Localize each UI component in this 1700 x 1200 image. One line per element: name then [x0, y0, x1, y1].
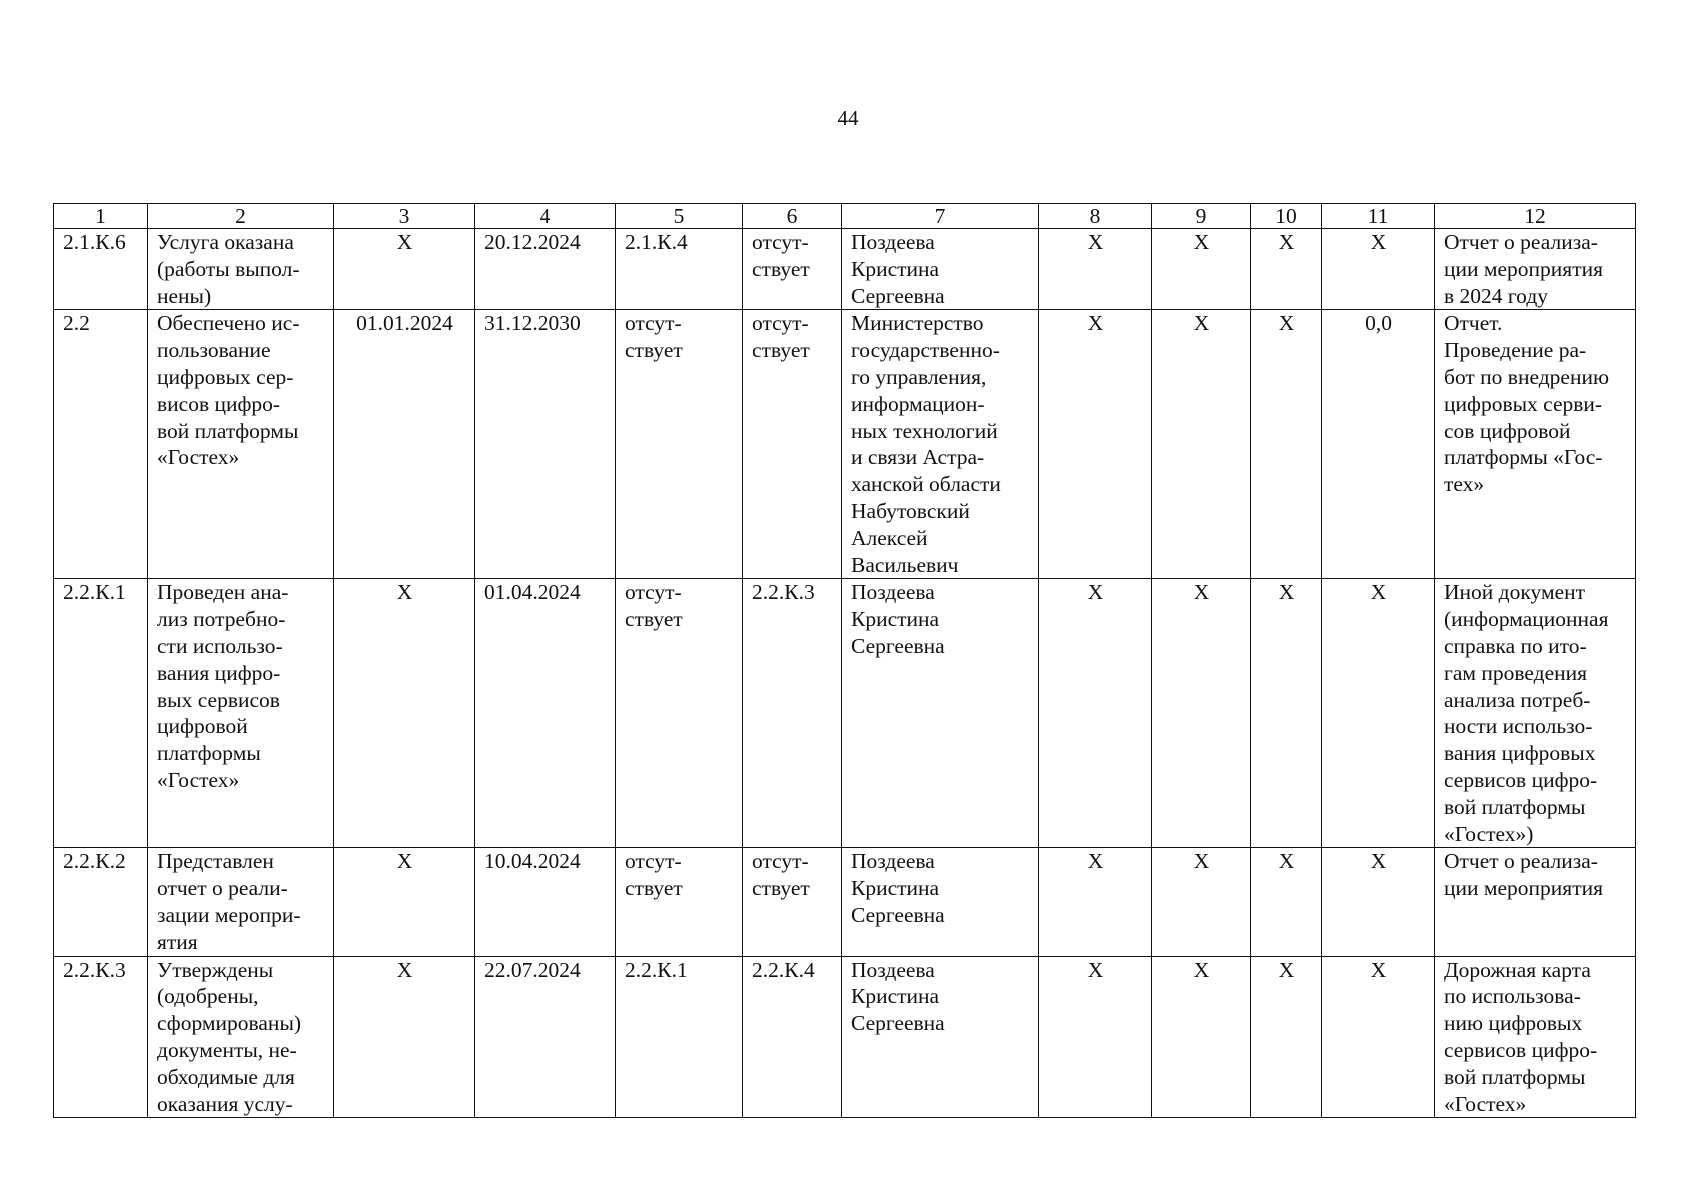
row-responsible: Поздеева Кристина Сергеевна	[842, 956, 1039, 1118]
row-col-8: X	[1039, 956, 1152, 1118]
row-predecessor: отсут- ствует	[616, 848, 743, 956]
table-row	[54, 579, 1636, 848]
row-successor: отсут- ствует	[743, 229, 842, 310]
row-successor: отсут- ствует	[743, 848, 842, 956]
column-header-6: 6	[743, 204, 842, 229]
column-header-10: 10	[1251, 204, 1322, 229]
row-start-date: 01.01.2024	[334, 310, 475, 579]
table-row	[54, 310, 1636, 579]
table-row	[54, 956, 1636, 1118]
row-col-10: X	[1251, 579, 1322, 848]
header-row	[54, 204, 1636, 229]
column-header-7: 7	[842, 204, 1039, 229]
row-successor: 2.2.К.4	[743, 956, 842, 1118]
column-header-11: 11	[1322, 204, 1435, 229]
row-start-date: X	[334, 848, 475, 956]
row-result: Отчет о реализа- ции мероприятия	[1435, 848, 1636, 956]
row-result: Дорожная карта по использова- нию цифровых сервисов цифро- вой платформы «Гостех»	[1435, 956, 1636, 1118]
column-header-5: 5	[616, 204, 743, 229]
row-code: 2.2.К.3	[54, 956, 148, 1118]
row-col-11: X	[1322, 229, 1435, 310]
row-col-9: X	[1152, 956, 1251, 1118]
row-name: Услуга оказана (работы выпол- нены)	[148, 229, 334, 310]
page-number: 44	[837, 106, 859, 130]
column-header-4: 4	[475, 204, 616, 229]
row-responsible: Поздеева Кристина Сергеевна	[842, 229, 1039, 310]
column-header-9: 9	[1152, 204, 1251, 229]
row-end-date: 01.04.2024	[475, 579, 616, 848]
row-result: Отчет о реализа- ции мероприятия в 2024 году	[1435, 229, 1636, 310]
row-code: 2.2.К.1	[54, 579, 148, 848]
row-col-11: X	[1322, 579, 1435, 848]
row-predecessor: отсут- ствует	[616, 310, 743, 579]
row-name: Представлен отчет о реали- зации меропри- ятия	[148, 848, 334, 956]
row-col-10: X	[1251, 310, 1322, 579]
table-row	[54, 229, 1636, 310]
table-row	[54, 848, 1636, 956]
row-col-9: X	[1152, 229, 1251, 310]
row-successor: отсут- ствует	[743, 310, 842, 579]
row-code: 2.2.К.2	[54, 848, 148, 956]
column-header-1: 1	[54, 204, 148, 229]
row-start-date: X	[334, 956, 475, 1118]
row-col-9: X	[1152, 310, 1251, 579]
row-predecessor: отсут- ствует	[616, 579, 743, 848]
row-end-date: 10.04.2024	[475, 848, 616, 956]
row-col-8: X	[1039, 579, 1152, 848]
row-end-date: 20.12.2024	[475, 229, 616, 310]
row-name: Утверждены (одобрены, сформированы) документы, не- обходимые для оказания услу-	[148, 956, 334, 1118]
row-responsible: Поздеева Кристина Сергеевна	[842, 579, 1039, 848]
plan-table	[53, 203, 1636, 1118]
column-header-2: 2	[148, 204, 334, 229]
row-result: Иной документ (информационная справка по ито- гам проведения анализа потреб- ности использо- вания цифровых сервисов цифро- вой платформы «Гостех»)	[1435, 579, 1636, 848]
row-name: Проведен ана- лиз потребно- сти использо- вания цифро- вых сервисов цифровой платформы «Гостех»	[148, 579, 334, 848]
row-responsible: Поздеева Кристина Сергеевна	[842, 848, 1039, 956]
column-header-12: 12	[1435, 204, 1636, 229]
row-col-11: X	[1322, 848, 1435, 956]
column-header-3: 3	[334, 204, 475, 229]
row-start-date: X	[334, 229, 475, 310]
row-col-10: X	[1251, 848, 1322, 956]
row-col-8: X	[1039, 310, 1152, 579]
row-code: 2.1.К.6	[54, 229, 148, 310]
row-responsible: Министерство государственно- го управления, информацион- ных технологий и связи Астра- ханской области Набутовский Алексей Васильевич	[842, 310, 1039, 579]
row-end-date: 22.07.2024	[475, 956, 616, 1118]
row-col-10: X	[1251, 229, 1322, 310]
row-col-9: X	[1152, 579, 1251, 848]
row-col-8: X	[1039, 848, 1152, 956]
row-name: Обеспечено ис- пользование цифровых сер- висов цифро- вой платформы «Гостех»	[148, 310, 334, 579]
row-successor: 2.2.К.3	[743, 579, 842, 848]
row-col-11: 0,0	[1322, 310, 1435, 579]
row-col-11: X	[1322, 956, 1435, 1118]
row-col-10: X	[1251, 956, 1322, 1118]
row-end-date: 31.12.2030	[475, 310, 616, 579]
row-predecessor: 2.2.К.1	[616, 956, 743, 1118]
column-header-8: 8	[1039, 204, 1152, 229]
row-col-8: X	[1039, 229, 1152, 310]
row-result: Отчет. Проведение ра- бот по внедрению цифровых серви- сов цифровой платформы «Гос- тех»	[1435, 310, 1636, 579]
row-predecessor: 2.1.К.4	[616, 229, 743, 310]
row-start-date: X	[334, 579, 475, 848]
row-code: 2.2	[54, 310, 148, 579]
row-col-9: X	[1152, 848, 1251, 956]
